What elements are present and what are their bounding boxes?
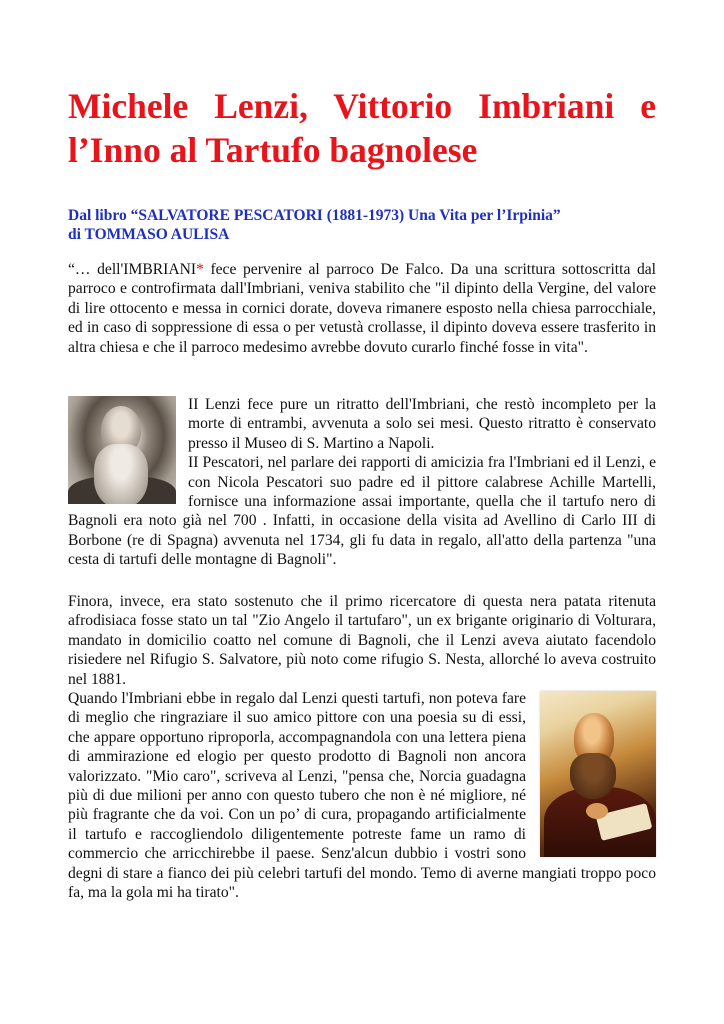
paragraph-2b: II Pescatori, nel parlare dei rapporti di amicizia fra l'Imbriani ed il Lenzi, e con Nicola Pescatori suo padre ed il pittore calabrese Achille Martelli, fornisce una informazione assai importante, quella che il tartufo nero di Bagnoli era noto già nel 700 . Infatti, in occasione della visita ad Avellino di Carlo III di Borbone (re di Spagna) avvenuta nel 1734, gli fu data in regalo, all'atto della partenza "una cesta di tartufi delle montagne di Bagnoli". (68, 454, 656, 569)
subtitle (68, 206, 656, 244)
paragraph-3a: Finora, invece, era stato sostenuto che il primo ricercatore di questa nera patata ritenuta afrodisiaca fosse stato un tal "Zio Angelo il tartufaro", un ex brigante originario di Volturara, mandato in domicilio coatto nel comune di Bagnoli, che il Lenzi aveva aiutato facendolo risiedere nel Rifugio S. Salvatore, più noto come rifugio S. Nesta, allorché lo aveva costruito nel 1881. (68, 593, 656, 688)
subtitle-author-line: di TOMMASO AULISA (68, 226, 230, 243)
paragraph-1 (68, 260, 656, 357)
document-page (68, 0, 656, 1024)
footnote-star: * (196, 261, 204, 278)
page-title: Michele Lenzi, Vittorio Imbriani e l’Inno al Tartufo bagnolese (68, 86, 656, 170)
paragraph-1-lead: “… dell'IMBRIANI (68, 261, 197, 278)
paragraph-2a: II Lenzi fece pure un ritratto dell'Imbriani, che restò incompleto per la morte di entrambi, avvenuta a solo sei mesi. Questo ritratto è conservato presso il Museo di S. Martino a Napoli. (188, 396, 656, 452)
paragraph-2-block (68, 395, 656, 570)
paragraph-3-block (68, 592, 656, 903)
lenzi-portrait-photo (68, 396, 176, 504)
paragraph-3b: Quando l'Imbriani ebbe in regalo dal Lenzi questi tartufi, non poteva fare di meglio che ringraziare il suo amico pittore con una poesia su di essi, che appare opportuno riproporla, accompagnandola con una lettera piena di ammirazione ed elogio per questo prodotto di Bagnoli non ancora valorizzato. "Mio caro", scriveva al Lenzi, "pensa che, Norcia guadagna più di due milioni per anno con questo tubero che non è né migliore, né più fragrante che da voi. Con un po’ di cura, propagando artificialmente il tartufo e raccogliendolo diligentemente potreste fame un ramo di commercio che arricchirebbe il paese. Senz'alcun dubbio i vostri sono degni di stare a fianco dei più celebri tartufi del mondo. Temo di averne mangiati troppo poco fa, ma la gola mi ha tirato". (68, 690, 656, 902)
paragraph-1-text: fece pervenire al parroco De Falco. Da una scrittura sottoscritta dal parroco e controfirmata dall'Imbriani, veniva stabilito che "il dipinto della Vergine, del valore di lire ottocento e messa in cornici dorate, doveva rimanere esposto nella chiesa parrocchiale, ed in caso di soppressione di essa o per vetustà crollasse, il dipinto doveva essere trasferito in altra chiesa e che il parroco medesimo avrebbe dovuto curarlo finché fosse in vita". (68, 261, 656, 356)
subtitle-book-line: Dal libro “SALVATORE PESCATORI (1881-1973) Una Vita per l’Irpinia” (68, 207, 561, 224)
scholar-painting-image (540, 691, 656, 857)
